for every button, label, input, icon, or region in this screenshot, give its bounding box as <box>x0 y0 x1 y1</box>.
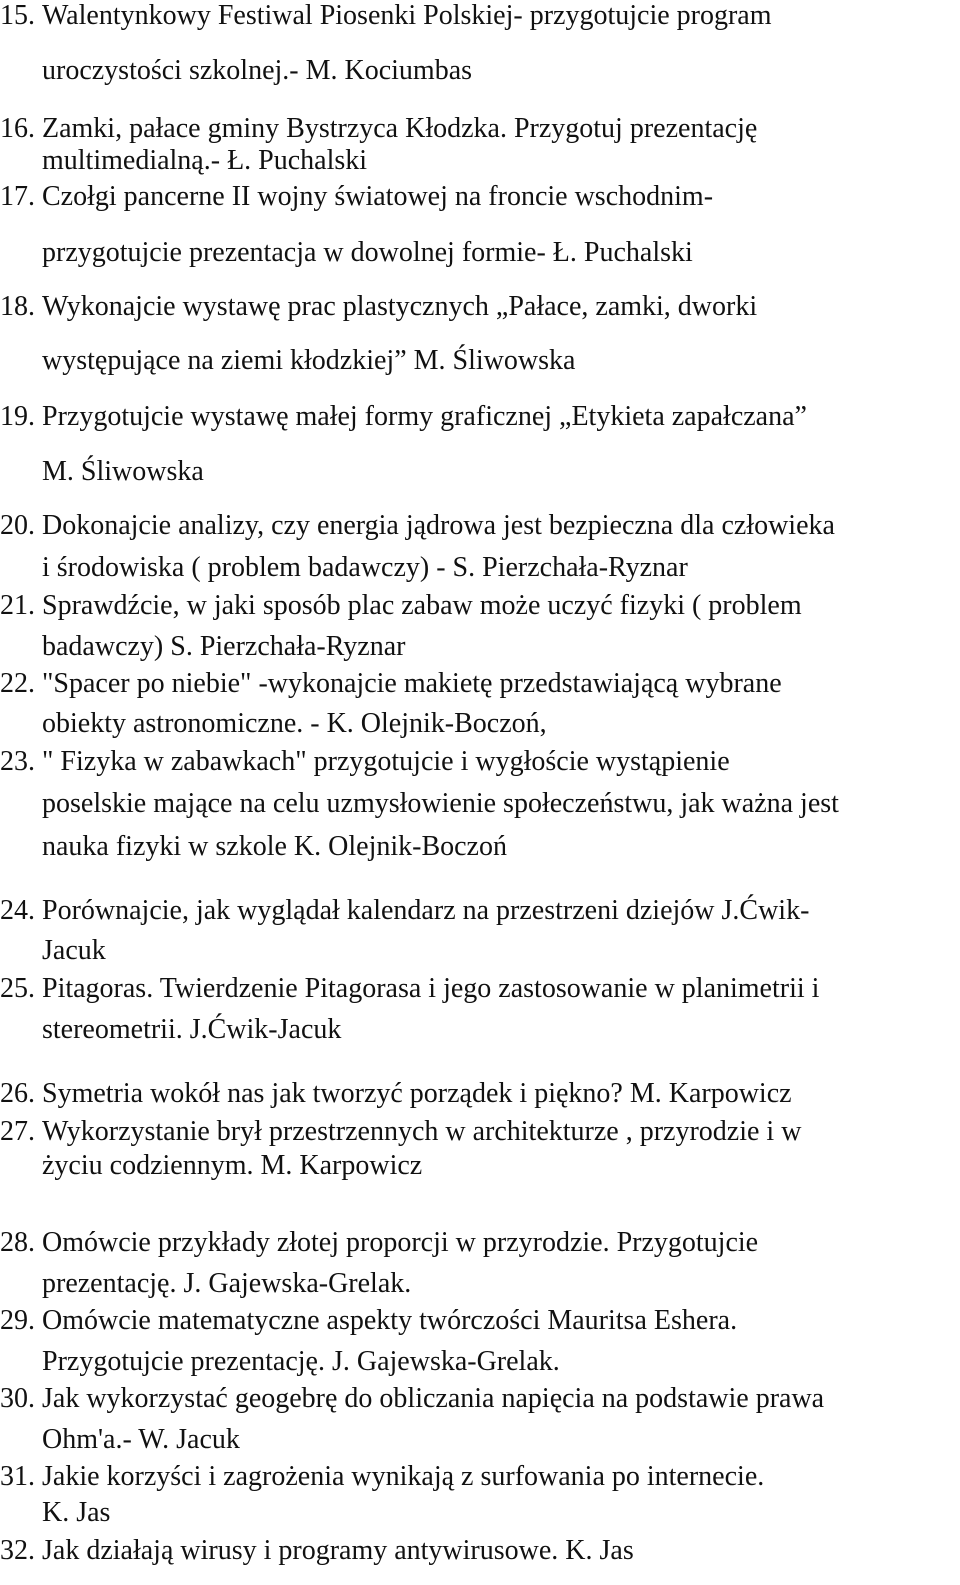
item-number: 21. <box>0 590 35 621</box>
item-text: Sprawdźcie, w jaki sposób plac zabaw może uczyć fizyki ( problem <box>42 590 802 621</box>
item-number: 26. <box>0 1078 35 1109</box>
item-text: Przygotujcie prezentację. J. Gajewska-Grelak. <box>42 1346 560 1377</box>
item-number: 18. <box>0 291 35 322</box>
item-text: Jak działają wirusy i programy antywirusowe. K. Jas <box>42 1535 634 1566</box>
item-text: Omówcie matematyczne aspekty twórczości Mauritsa Eshera. <box>42 1305 738 1336</box>
item-text: występujące na ziemi kłodzkiej” M. Śliwowska <box>42 345 576 376</box>
item-text: Porównajcie, jak wyglądał kalendarz na przestrzeni dziejów J.Ćwik- <box>42 895 810 926</box>
item-number: 20. <box>0 510 35 541</box>
item-text: obiekty astronomiczne. - K. Olejnik-Boczoń, <box>42 708 547 739</box>
item-text: stereometrii. J.Ćwik-Jacuk <box>42 1014 342 1045</box>
item-text: Omówcie przykłady złotej proporcji w przyrodzie. Przygotujcie <box>42 1227 759 1258</box>
item-text: Pitagoras. Twierdzenie Pitagorasa i jego zastosowanie w planimetrii i <box>42 973 820 1004</box>
item-text: i środowiska ( problem badawczy) - S. Pierzchała-Ryznar <box>42 552 688 583</box>
item-text: Jacuk <box>42 935 106 966</box>
item-text: prezentację. J. Gajewska-Grelak. <box>42 1268 412 1299</box>
item-text: Ohm'a.- W. Jacuk <box>42 1424 240 1455</box>
item-number: 19. <box>0 401 35 432</box>
item-text: uroczystości szkolnej.- M. Kociumbas <box>42 55 473 86</box>
item-text: Jak wykorzystać geogebrę do obliczania napięcia na podstawie prawa <box>42 1383 825 1414</box>
item-text: " Fizyka w zabawkach" przygotujcie i wygłoście wystąpienie <box>42 746 730 777</box>
item-number: 15. <box>0 0 35 31</box>
item-text: badawczy) S. Pierzchała-Ryznar <box>42 631 406 662</box>
item-text: Wykorzystanie brył przestrzennych w architekturze , przyrodzie i w <box>42 1116 802 1147</box>
item-text: Wykonajcie wystawę prac plastycznych „Pałace, zamki, dworki <box>42 291 758 322</box>
item-text: poselskie mające na celu uzmysłowienie społeczeństwu, jak ważna jest <box>42 788 839 819</box>
item-text: Zamki, pałace gminy Bystrzyca Kłodzka. Przygotuj prezentację <box>42 113 758 144</box>
item-number: 32. <box>0 1535 35 1566</box>
item-number: 25. <box>0 973 35 1004</box>
item-number: 28. <box>0 1227 35 1258</box>
item-number: 23. <box>0 746 35 777</box>
item-number: 27. <box>0 1116 35 1147</box>
item-text: nauka fizyki w szkole K. Olejnik-Boczoń <box>42 831 507 862</box>
item-text: Dokonajcie analizy, czy energia jądrowa jest bezpieczna dla człowieka <box>42 510 835 541</box>
item-text: Przygotujcie wystawę małej formy graficznej „Etykieta zapałczana” <box>42 401 807 432</box>
item-text: Walentynkowy Festiwal Piosenki Polskiej- przygotujcie program <box>42 0 772 31</box>
item-number: 30. <box>0 1383 35 1414</box>
item-text: przygotujcie prezentacja w dowolnej formie- Ł. Puchalski <box>42 237 693 268</box>
item-text: życiu codziennym. M. Karpowicz <box>42 1150 423 1181</box>
item-text: M. Śliwowska <box>42 456 204 487</box>
item-number: 22. <box>0 668 35 699</box>
item-number: 17. <box>0 181 35 212</box>
item-number: 31. <box>0 1461 35 1492</box>
item-text: Symetria wokół nas jak tworzyć porządek i piękno? M. Karpowicz <box>42 1078 792 1109</box>
item-text: multimedialną.- Ł. Puchalski <box>42 145 368 176</box>
item-text: Czołgi pancerne II wojny światowej na froncie wschodnim- <box>42 181 714 212</box>
item-text: "Spacer po niebie" -wykonajcie makietę przedstawiającą wybrane <box>42 668 782 699</box>
item-number: 29. <box>0 1305 35 1336</box>
item-text: K. Jas <box>42 1497 111 1528</box>
item-number: 16. <box>0 113 35 144</box>
item-text: Jakie korzyści i zagrożenia wynikają z surfowania po internecie. <box>42 1461 765 1492</box>
item-number: 24. <box>0 895 35 926</box>
